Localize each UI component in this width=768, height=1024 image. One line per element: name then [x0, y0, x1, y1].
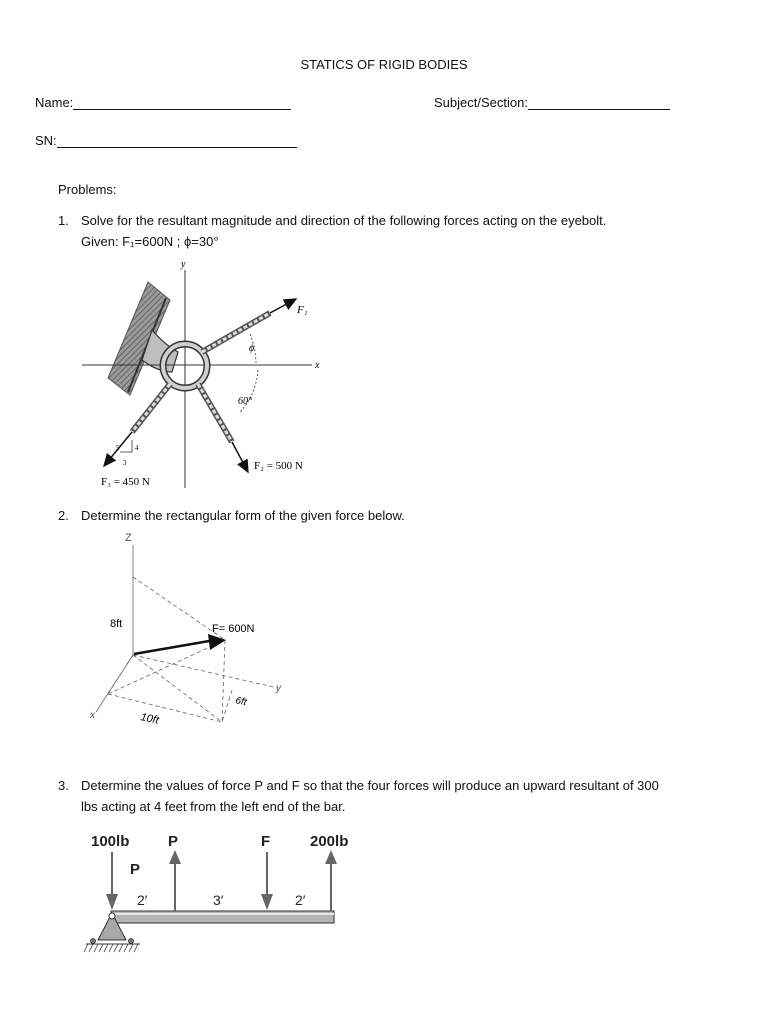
- fig2-force-label: F= 600N: [212, 623, 255, 635]
- fig1-phi-label: ϕ: [249, 343, 255, 354]
- label-p: P: [130, 861, 141, 878]
- fig2-axis-x: x: [90, 710, 95, 721]
- fig1-tri-5: 5: [116, 444, 120, 452]
- problem-3-text: Determine the values of force P and F so that the four forces will produce an upward resultant of 300: [81, 778, 659, 793]
- problem-3-number: 3.: [58, 778, 69, 793]
- fig1-tri-4: 4: [135, 444, 139, 452]
- fig2-dim-6ft: 6ft: [234, 695, 248, 709]
- fig1-tri-3: 3: [123, 459, 127, 467]
- pin: [109, 913, 115, 919]
- page-title: STATICS OF RIGID BODIES: [300, 57, 468, 72]
- fig1-f2-label: F₂ = 500 N: [254, 460, 303, 472]
- ground-hatch: [84, 944, 138, 952]
- problem-1-number: 1.: [58, 213, 69, 228]
- label-100lb: 100lb: [91, 833, 130, 850]
- subject-label: Subject/Section:: [434, 95, 528, 110]
- beam-bar: [111, 911, 334, 923]
- label-p-top: P: [168, 833, 179, 850]
- roller-1: [91, 939, 96, 944]
- fig1-axis-x: x: [315, 360, 320, 371]
- span-2: 3′: [213, 892, 224, 908]
- span-3: 2′: [295, 892, 306, 908]
- fig2-axis-y: y: [276, 683, 281, 694]
- problem-2-number: 2.: [58, 508, 69, 523]
- problems-heading: Problems:: [58, 182, 117, 197]
- fig2-dim-10ft: 10ft: [139, 711, 160, 727]
- fig1-axis-y: y: [181, 259, 186, 270]
- label-200lb: 200lb: [310, 833, 349, 850]
- problem-1-given: Given: F₁=600N ; ϕ=30°: [81, 234, 219, 249]
- problem-3-text-line2: lbs acting at 4 feet from the left end of the bar.: [81, 799, 346, 814]
- span-1: 2′: [137, 892, 148, 908]
- fig1-f3-label: F₃ = 450 N: [101, 476, 150, 488]
- label-f: F: [261, 833, 271, 850]
- fig1-f1-label: F₁: [297, 304, 308, 316]
- sn-label: SN:: [35, 133, 57, 148]
- name-label: Name:: [35, 95, 74, 110]
- problem-1-text: Solve for the resultant magnitude and direction of the following forces acting on the eyebolt.: [81, 213, 607, 228]
- fig2-axis-z: Z: [125, 532, 132, 544]
- problem-2-text: Determine the rectangular form of the given force below.: [81, 508, 405, 523]
- fig1-angle-label: 60°: [238, 396, 252, 407]
- fig2-dim-8ft: 8ft: [110, 618, 123, 630]
- roller-2: [129, 939, 134, 944]
